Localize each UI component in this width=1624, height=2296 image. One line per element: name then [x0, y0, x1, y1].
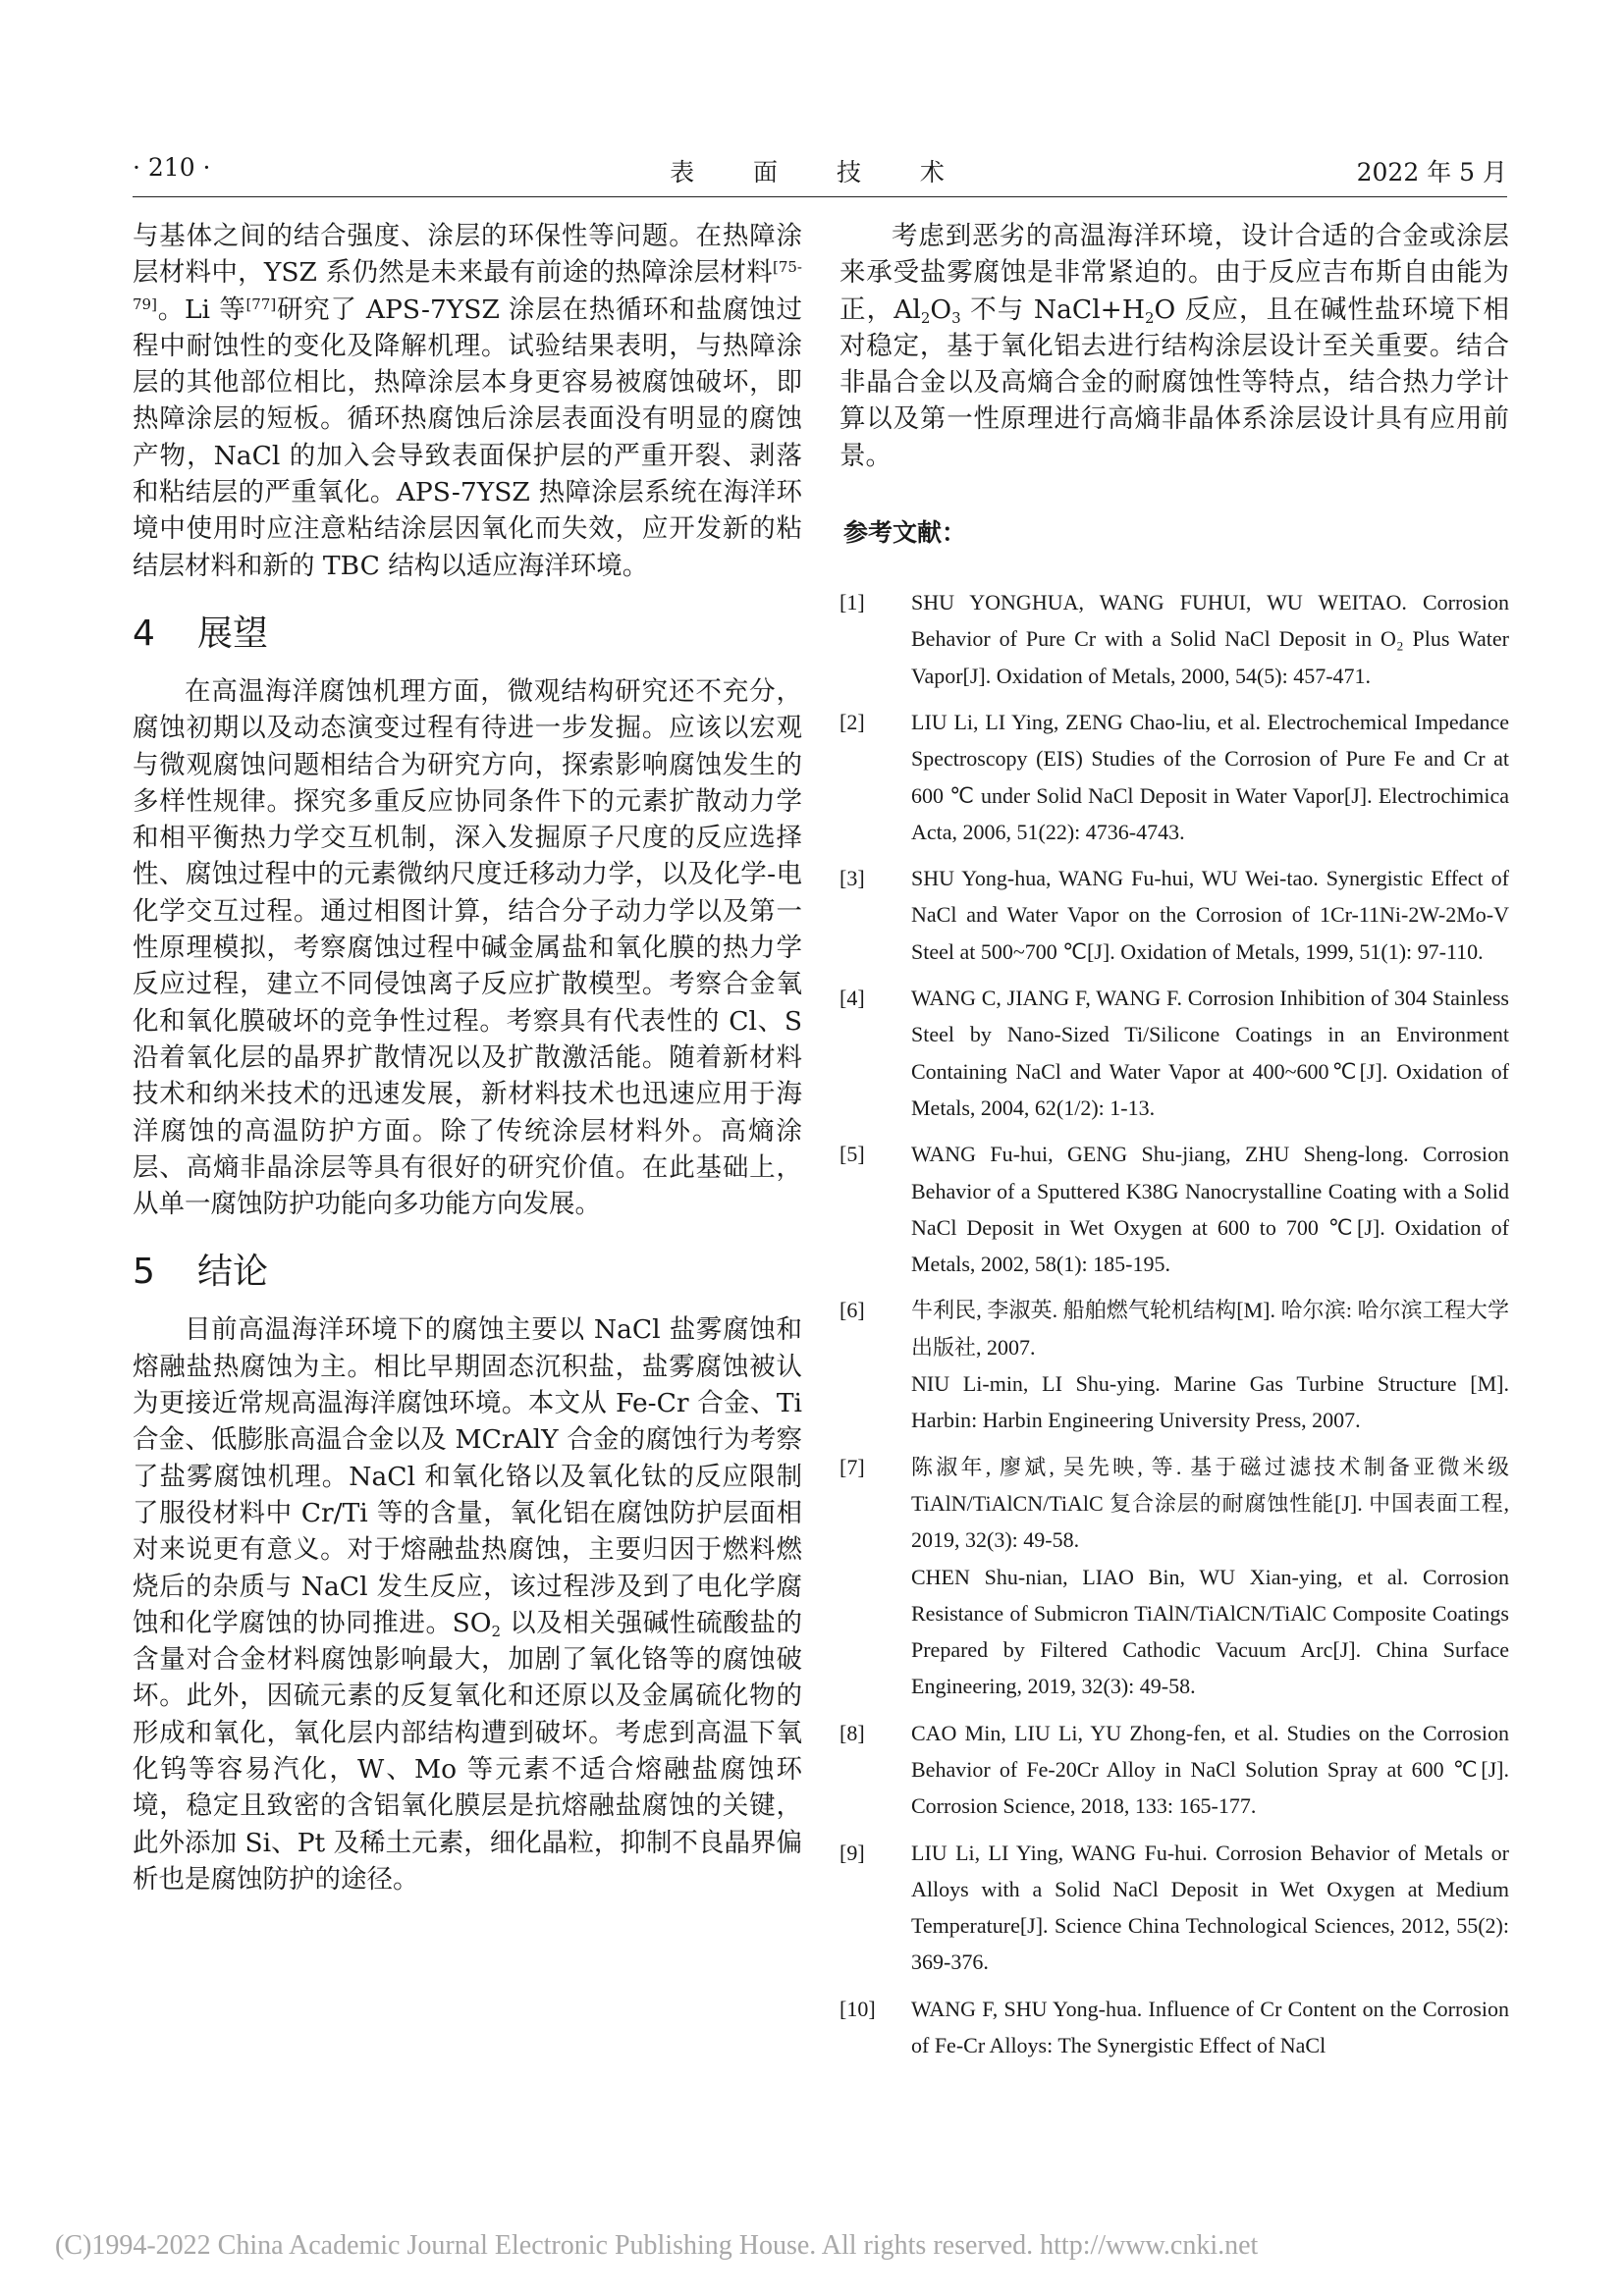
journal-title: 表 面 技 术 — [670, 158, 970, 187]
section-heading-conclusion: 5 结论 — [133, 1252, 269, 1293]
paragraph-tbc: 与基体之间的结合强度、涂层的环保性等问题。在热障涂层材料中，YSZ 系仍然是未来最有前途的热障涂层材料[75-79]。Li 等[77]研究了 APS-7YSZ 涂层在热循环和盐腐蚀过程中耐蚀性的变化及降解机理。试验结果表明，与热障涂层的其他部位相比，热障涂层本身更容易被腐蚀破坏，即热障涂层的短板。循环热腐蚀后涂层表面没有明显的腐蚀产物，NaCl 的加入会导致表面保护层的严重开裂、剥落和粘结层的严重氧化。APS-7YSZ 热障涂层系统在海洋环境中使用时应注意粘结涂层因氧化而失效，应开发新的粘结层材料和新的 TBC 结构以适应海洋环境。 — [133, 221, 802, 581]
reference-item: [4] WANG C, JIANG F, WANG F. Corrosion Inhibition of 304 Stainless Steel by Nano-Sized Ti/Silicone Coatings in an Environment Containing NaCl and Water Vapor at 400~600℃[J]. Oxidation of Metals, 2004, 62(1/2): 1-13. — [839, 986, 1509, 1120]
citation[interactable]: [77] — [245, 294, 277, 313]
paragraph-conclusion: 目前高温海洋环境下的腐蚀主要以 NaCl 盐雾腐蚀和熔融盐热腐蚀为主。相比早期固态沉积盐，盐雾腐蚀被认为更接近常规高温海洋腐蚀环境。本文从 Fe-Cr 合金、Ti 合金、低膨胀高温合金以及 MCrAlY 合金的腐蚀行为考察了盐雾腐蚀机理。NaCl 和氧化铬以及氧化钛的反应限制了服役材料中 Cr/Ti 等的含量，氧化铝在腐蚀防护层面相对来说更有意义。对于熔融盐热腐蚀，主要归因于燃料燃烧后的杂质与 NaCl 发生反应，该过程涉及到了电化学腐蚀和化学腐蚀的协同推进。$SO_2$ 以及相关强碱性硫酸盐的含量对合金材料腐蚀影响最大，加剧了氧化铬等的腐蚀破坏。此外，因硫元素的反复氧化和还原以及金属硫化物的形成和氧化，氧化层内部结构遭到破坏。考虑到高温下氧化钨等容易汽化，W、Mo 等元素不适合熔融盐腐蚀环境，稳定且致密的含铝氧化膜层是抗熔融盐腐蚀的关键，此外添加 Si、Pt 及稀土元素，细化晶粒，抑制不良晶界偏析也是腐蚀防护的途径。 — [133, 1314, 802, 1895]
paragraph-design: 考虑到恶劣的高温海洋环境，设计合适的合金或涂层来承受盐雾腐蚀是非常紧迫的。由于反应吉布斯自由能为正，$Al_2O_3$ 不与 $NaCl+H_2O$ 反应，且在碱性盐环境下相对稳定，基于氧化铝去进行结构涂层设计至关重要。结合非晶合金以及高熵合金的耐腐蚀性等特点，结合热力学计算以及第一性原理进行高熵非晶体系涂层设计具有应用前景。 — [839, 221, 1509, 471]
section-heading-outlook: 4 展望 — [133, 613, 269, 654]
page-header — [133, 153, 1507, 192]
reference-item: [10] WANG F, SHU Yong-hua. Influence of Cr Content on the Corrosion of Fe-Cr Alloys: The Synergistic Effect of NaCl — [839, 1996, 1509, 2058]
issue-date: 2022 年 5 月 — [1356, 158, 1507, 187]
left-column — [133, 218, 802, 1897]
reference-item: [8] CAO Min, LIU Li, YU Zhong-fen, et al. Studies on the Corrosion Behavior of Fe-20Cr Alloy in NaCl Solution Spray at 600 ℃[J]. Corrosion Science, 2018, 133: 165-177. — [839, 1720, 1509, 1819]
reference-list — [839, 584, 1509, 2063]
page-number: · 210 · — [133, 153, 211, 182]
reference-item: [7] 陈淑年, 廖斌, 吴先映, 等. 基于磁过滤技术制备亚微米级 TiAlN/TiAlCN/TiAlC 复合涂层的耐腐蚀性能[J]. 中国表面工程, 2019, 32(3): 49-58. CHEN Shu-nian, LIAO Bin, WU Xian-ying, et al. Corrosion Resistance of Submicron TiAlN/TiAlCN/TiAlC Composite Coatings Prepared by Filtered Cathodic Vacuum Arc[J]. China Surface Engineering, 2019, 32(3): 49-58. — [839, 1454, 1509, 1699]
reference-item: [6] 牛利民, 李淑英. 船舶燃气轮机结构[M]. 哈尔滨: 哈尔滨工程大学出版社, 2007. NIU Li-min, LI Shu-ying. Marine Gas Turbine Structure [M]. Harbin: Harbin Engineering University Press, 2007. — [839, 1298, 1509, 1433]
header-rule — [133, 196, 1507, 197]
right-column — [839, 218, 1509, 2073]
paragraph-outlook: 在高温海洋腐蚀机理方面，微观结构研究还不充分，腐蚀初期以及动态演变过程有待进一步发掘。应该以宏观与微观腐蚀问题相结合为研究方向，探索影响腐蚀发生的多样性规律。探究多重反应协同条件下的元素扩散动力学和相平衡热力学交互机制，深入发掘原子尺度的反应选择性、腐蚀过程中的元素微纳尺度迁移动力学，以及化学-电化学交互过程。通过相图计算，结合分子动力学以及第一性原理模拟，考察腐蚀过程中碱金属盐和氧化膜的热力学反应过程，建立不同侵蚀离子反应扩散模型。考察合金氧化和氧化膜破坏的竞争性过程。考察具有代表性的 Cl、S 沿着氧化层的晶界扩散情况以及扩散激活能。随着新材料技术和纳米技术的迅速发展，新材料技术也迅速应用于海洋腐蚀的高温防护方面。除了传统涂层材料外。高熵涂层、高熵非晶涂层等具有很好的研究价值。在此基础上，从单一腐蚀防护功能向多功能方向发展。 — [133, 675, 802, 1220]
reference-item: [5] WANG Fu-hui, GENG Shu-jiang, ZHU Sheng-long. Corrosion Behavior of a Sputtered K38G Nanocrystalline Coating with a Solid NaCl Deposit in Wet Oxygen at 600 to 700 ℃[J]. Oxidation of Metals, 2002, 58(1): 185-195. — [839, 1142, 1509, 1277]
citation[interactable]: [75-79] — [133, 258, 802, 313]
reference-item: [2] LIU Li, LI Ying, ZENG Chao-liu, et al. Electrochemical Impedance Spectroscopy (EIS) Studies of the Corrosion of Pure Fe and Cr at 600 ℃ under Solid NaCl Deposit in Water Vapor[J]. Electrochimica Acta, 2006, 51(22): 4736-4743. — [839, 709, 1509, 844]
copyright-footer: (C)1994-2022 China Academic Journal Electronic Publishing House. All rights reserved. http://www.cnki.net — [55, 2230, 1259, 2261]
references-heading: 参考文献： — [843, 518, 967, 548]
reference-item: [3] SHU Yong-hua, WANG Fu-hui, WU Wei-tao. Synergistic Effect of NaCl and Water Vapor on the Corrosion of 1Cr-11Ni-2W-2Mo-V Steel at 500~700 ℃[J]. Oxidation of Metals, 1999, 51(1): 97-110. — [839, 866, 1509, 964]
reference-item: [9] LIU Li, LI Ying, WANG Fu-hui. Corrosion Behavior of Metals or Alloys with a Solid NaCl Deposit in Wet Oxygen at Medium Temperature[J]. Science China Technological Sciences, 2012, 55(2): 369-376. — [839, 1840, 1509, 1975]
reference-item: [1] SHU YONGHUA, WANG FUHUI, WU WEITAO. Corrosion Behavior of Pure Cr with a Solid NaCl Deposit in O₂ Plus Water Vapor[J]. Oxidation of Metals, 2000, 54(5): 457-471. — [839, 590, 1509, 688]
